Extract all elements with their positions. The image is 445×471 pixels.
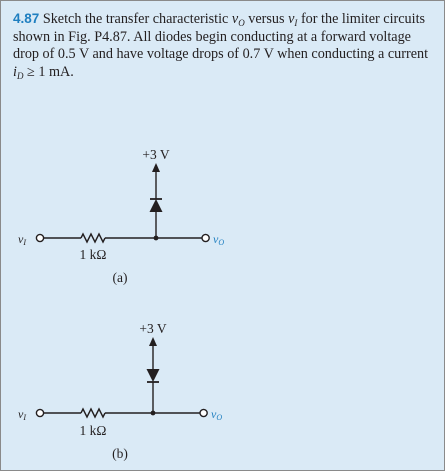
circuit-a-output-terminal [202,234,209,241]
circuit-b-diode [147,369,160,382]
circuit-a-caption: (a) [112,270,128,285]
circuit-a-diode [150,199,163,212]
circuit-a-output-label: vO [213,232,225,247]
circuit-a-supply-label: +3 V [142,147,170,162]
circuit-b-junction [151,411,156,416]
problem-text: 4.87 Sketch the transfer characteristic $v_O$ versus $v_I$ for the limiter circuits shown in Fig. P4.87. All diodes begin conducting at a forward voltage drop of 0.5 V and have voltage drops of 0.7 V when conducting a current $i_D \ge 1$ mA. [13,11,429,81]
circuit-b-output-label: vO [211,407,223,422]
circuit-a-input-label: vI [18,232,26,247]
circuit-b-supply-arrow [149,337,157,346]
circuit-a-resistor-label: 1 kΩ [79,247,107,262]
circuit-a-supply-arrow [152,163,160,172]
problem-number: 4.87 [13,11,40,26]
vi-symbol: $v_I$ [288,11,298,28]
circuit-a [36,147,209,242]
circuit-b-input-label: vI [18,407,26,422]
circuit-a-resistor [81,234,105,242]
circuit-b-resistor-label: 1 kΩ [79,423,107,438]
circuit-a-input-terminal [36,234,43,241]
circuit-b-supply-label: +3 V [139,321,167,336]
vo-symbol: $v_O$ [231,11,245,28]
circuit-b [36,321,207,417]
circuit-b-caption: (b) [112,446,128,461]
circuit-b-input-terminal [36,409,43,416]
circuit-a-junction [154,236,159,241]
circuit-b-output-terminal [200,409,207,416]
circuit-figures [1,1,444,470]
id-symbol: $i_D$ [13,63,24,81]
circuit-b-resistor [81,409,105,417]
